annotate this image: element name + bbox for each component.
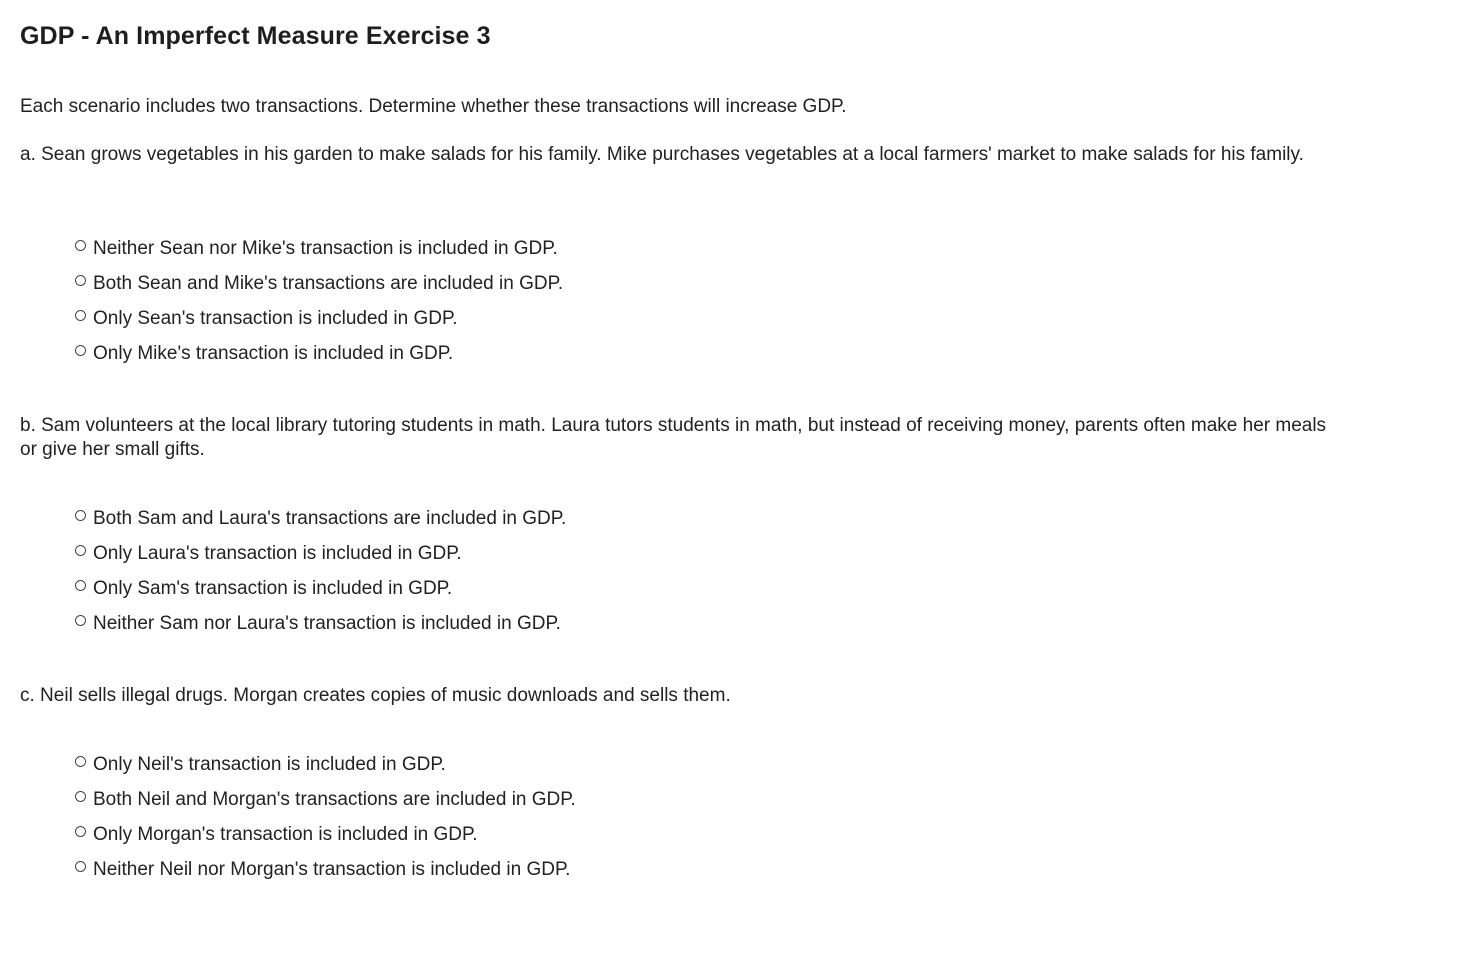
- option-a4[interactable]: [75, 341, 563, 376]
- option-label[interactable]: Neither Sean nor Mike's transaction is included in GDP.: [93, 238, 558, 259]
- option-label[interactable]: Only Sam's transaction is included in GDP.: [93, 578, 453, 599]
- option-label[interactable]: Only Mike's transaction is included in GDP.: [93, 343, 454, 364]
- option-c1[interactable]: [75, 752, 576, 787]
- instructions-text: Each scenario includes two transactions. Determine whether these transactions will increase GDP.: [20, 96, 847, 117]
- option-label[interactable]: Only Laura's transaction is included in GDP.: [93, 543, 462, 564]
- option-b2[interactable]: [75, 541, 566, 576]
- option-label[interactable]: Only Morgan's transaction is included in GDP.: [93, 824, 478, 845]
- option-b1[interactable]: [75, 506, 566, 541]
- radio-button[interactable]: [75, 310, 86, 321]
- option-c2[interactable]: [75, 787, 576, 822]
- radio-button[interactable]: [75, 615, 86, 626]
- question-a-options: [75, 236, 563, 376]
- page-title: GDP - An Imperfect Measure Exercise 3: [20, 22, 491, 50]
- option-label[interactable]: Neither Sam nor Laura's transaction is included in GDP.: [93, 613, 561, 634]
- radio-button[interactable]: [75, 756, 86, 767]
- option-a2[interactable]: [75, 271, 563, 306]
- option-a3[interactable]: [75, 306, 563, 341]
- radio-button[interactable]: [75, 826, 86, 837]
- option-label[interactable]: Both Sean and Mike's transactions are included in GDP.: [93, 273, 564, 294]
- radio-button[interactable]: [75, 861, 86, 872]
- question-c-options: [75, 752, 576, 892]
- radio-button[interactable]: [75, 580, 86, 591]
- option-label[interactable]: Neither Neil nor Morgan's transaction is included in GDP.: [93, 859, 571, 880]
- option-b4[interactable]: [75, 611, 566, 646]
- radio-button[interactable]: [75, 240, 86, 251]
- option-c3[interactable]: [75, 822, 576, 857]
- radio-button[interactable]: [75, 275, 86, 286]
- question-b-options: [75, 506, 566, 646]
- radio-button[interactable]: [75, 345, 86, 356]
- option-label[interactable]: Only Sean's transaction is included in GDP.: [93, 308, 458, 329]
- radio-button[interactable]: [75, 791, 86, 802]
- option-label[interactable]: Both Sam and Laura's transactions are included in GDP.: [93, 508, 567, 529]
- option-c4[interactable]: [75, 857, 576, 892]
- option-label[interactable]: Both Neil and Morgan's transactions are included in GDP.: [93, 789, 576, 810]
- option-a1[interactable]: [75, 236, 563, 271]
- radio-button[interactable]: [75, 510, 86, 521]
- option-label[interactable]: Only Neil's transaction is included in GDP.: [93, 754, 446, 775]
- question-c-prompt: c. Neil sells illegal drugs. Morgan creates copies of music downloads and sells them.: [20, 685, 731, 706]
- radio-button[interactable]: [75, 545, 86, 556]
- question-b-prompt: b. Sam volunteers at the local library tutoring students in math. Laura tutors students in math, but instead of receiving money, parents often make her meals or give her small gifts.: [20, 415, 1327, 460]
- option-b3[interactable]: [75, 576, 566, 611]
- question-a-prompt: a. Sean grows vegetables in his garden to make salads for his family. Mike purchases vegetables at a local farmers' market to make salads for his family.: [20, 144, 1304, 165]
